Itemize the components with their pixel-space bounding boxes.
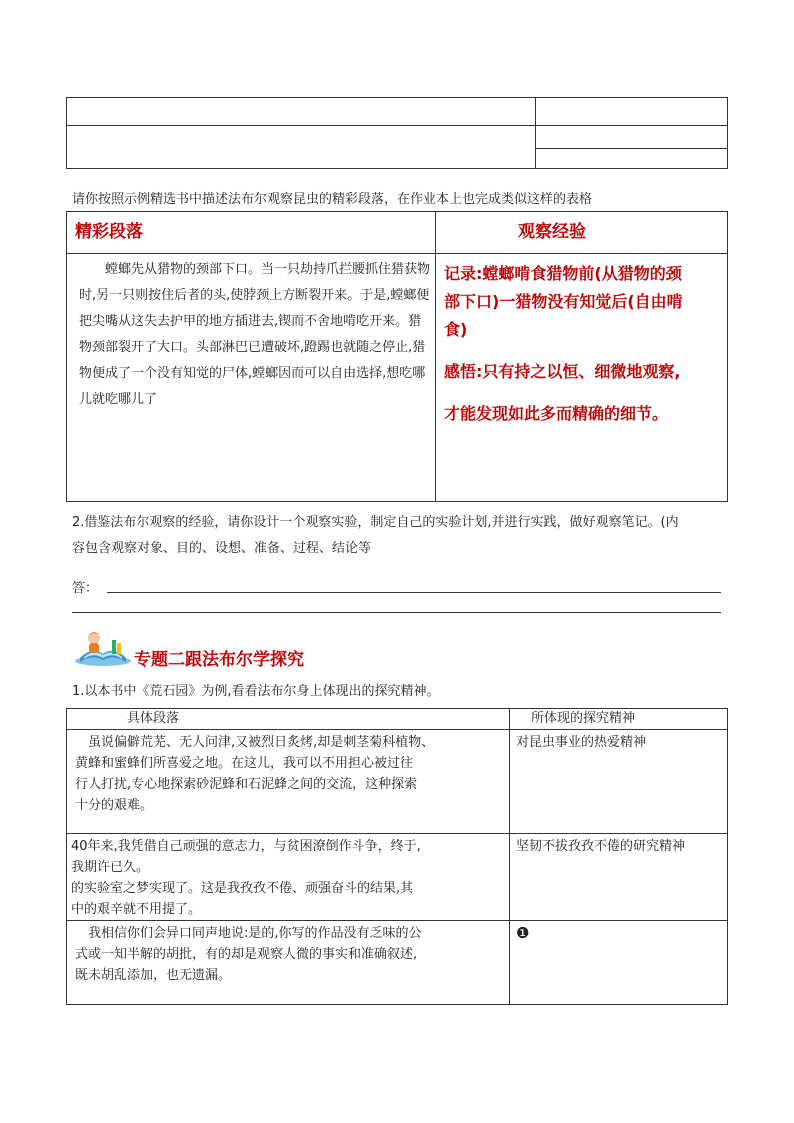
passage-cell bbox=[67, 834, 510, 921]
reading-icon bbox=[72, 628, 134, 668]
spirit-text: 对昆虫事业的热爱精神 bbox=[516, 735, 647, 750]
passage-line: 既未胡乱添加，也无遗漏。 bbox=[75, 968, 232, 983]
answer-label: 答： bbox=[72, 581, 99, 596]
passage-line: 的实验室之梦实现了。这是我孜孜不倦、顽强奋斗的结果,其 bbox=[71, 881, 414, 896]
spirit-cell bbox=[510, 730, 728, 834]
question-2-line-1: 2.借鉴法布尔观察的经验，请你设计一个观察实验，制定自己的实验计划,并进行实践，做好观察笔记。(内 bbox=[72, 515, 679, 530]
top-blank-table bbox=[66, 97, 728, 169]
feeling-line: 感悟:只有持之以恒、细微地观察, bbox=[444, 362, 681, 381]
passage-line: 十分的艰难。 bbox=[75, 798, 154, 813]
answer-marker: ❶ bbox=[516, 924, 530, 942]
passage-line: 行人打扰,专心地探索砂泥蜂和石泥蜂之间的交流，这种探索 bbox=[75, 777, 418, 792]
question-2-line-2: 容包含观察对象、目的、设想、准备、过程、结论等 bbox=[72, 541, 372, 556]
blank-cell bbox=[67, 98, 536, 126]
spirit-text: 坚韧不拔孜孜不倦的研究精神 bbox=[516, 839, 686, 854]
record-block bbox=[436, 254, 727, 428]
paragraph-cell bbox=[67, 254, 436, 502]
experience-cell bbox=[436, 254, 728, 502]
passage-line: 虽说偏僻荒芜、无人问津,又被烈日炙烤,却是刺茎菊科植物、 bbox=[75, 735, 435, 750]
record-line: 部下口)一猎物没有知觉后(自由啃 bbox=[444, 292, 683, 311]
table-row bbox=[67, 834, 728, 921]
record-line: 记录:螳螂啃食猎物前(从猎物的颈 bbox=[444, 264, 682, 283]
blank-cell bbox=[536, 98, 728, 126]
passage-line: 中的艰辛就不用提了。 bbox=[71, 902, 202, 917]
passage-line: 40年来,我凭借自己顽强的意志力，与贫困潦倒作斗争，终于, bbox=[71, 839, 421, 854]
passage-line: 我相信你们会异口同声地说:是的,你写的作品没有乏味的公 bbox=[75, 926, 422, 941]
inquiry-table bbox=[66, 708, 728, 1005]
table-row bbox=[67, 921, 728, 1005]
spirit-cell bbox=[510, 834, 728, 921]
answer-blank-cell[interactable] bbox=[510, 921, 728, 1005]
table-row bbox=[67, 730, 728, 834]
blank-cell bbox=[67, 126, 536, 169]
passage-line: 式或一知半解的胡批，有的却是观察人微的事实和准确叙述, bbox=[75, 947, 418, 962]
question-1: 1.以本书中《荒石园》为例,看看法布尔身上体现出的探究精神。 bbox=[72, 684, 440, 699]
passage-line: 我期许已久。 bbox=[71, 860, 150, 875]
blank-cell bbox=[536, 148, 728, 168]
section-title: 专题二跟法布尔学探究 bbox=[134, 650, 304, 670]
col-header-experience: 观察经验 bbox=[436, 212, 728, 254]
col-header-spirit: 所体现的探究精神 bbox=[510, 709, 728, 730]
passage-cell bbox=[67, 730, 510, 834]
feeling-line: 才能发现如此多而精确的细节。 bbox=[444, 404, 669, 423]
instruction-text: 请你按照示例精选书中描述法布尔观察昆虫的精彩段落，在作业本上也完成类似这样的表格 bbox=[72, 192, 593, 207]
passage-cell bbox=[67, 921, 510, 1005]
passage-line: 黄蜂和蜜蜂们所喜爱之地。在这儿，我可以不用担心被过往 bbox=[75, 756, 414, 771]
paragraph-text: 螳螂先从猎物的颈部下口。当一只劫持爪拦腰抓住猎获物时,另一只则按住后者的头,使脖颈上方断裂开来。于是,螳螂便把尖嘴从这失去护甲的地方插进去,锲而不舍地啃吃开来。猎物颈部裂开了大口。头部淋巴已遭破坏,蹬踢也就随之停止,猎物便成了一个没有知觉的尸体,螳螂因而可以自由选择,想吃哪儿就吃哪儿了 bbox=[79, 262, 431, 407]
example-table bbox=[66, 211, 728, 502]
col-header-paragraph: 精彩段落 bbox=[67, 212, 436, 254]
col-header-passage: 具体段落 bbox=[67, 709, 510, 730]
blank-cell bbox=[536, 126, 728, 148]
record-line: 食) bbox=[444, 320, 468, 339]
answer-line-2[interactable] bbox=[72, 612, 721, 613]
answer-line-1[interactable] bbox=[107, 592, 721, 593]
